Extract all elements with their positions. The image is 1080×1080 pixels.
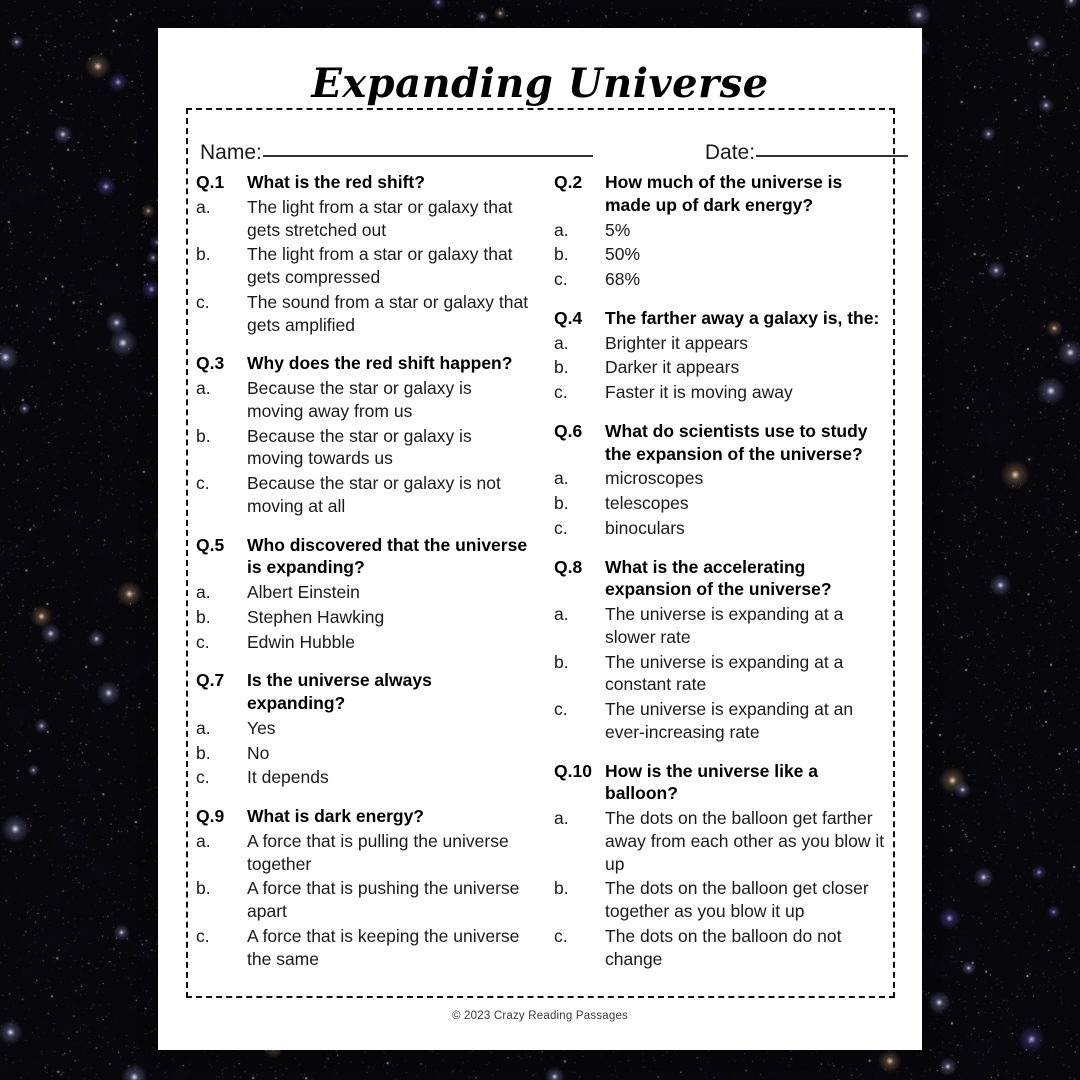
option-text: Darker it appears	[605, 357, 740, 378]
answer-option[interactable]	[554, 467, 886, 490]
option-text: Brighter it appears	[605, 332, 748, 353]
answer-option[interactable]	[196, 877, 532, 923]
question-heading	[196, 669, 532, 715]
question-heading	[196, 171, 532, 194]
answer-option[interactable]	[554, 219, 886, 242]
answer-option[interactable]	[196, 472, 532, 518]
question-number: Q.5	[196, 534, 225, 555]
option-text: telescopes	[605, 493, 689, 513]
answer-option[interactable]	[554, 807, 886, 875]
answer-option[interactable]	[196, 925, 532, 971]
question-number: Q.8	[554, 556, 583, 577]
option-text: The sound from a star or galaxy that gets amplified	[247, 291, 529, 335]
option-label: a.	[196, 582, 211, 602]
question-text: What is the accelerating expansion of the universe?	[605, 556, 832, 600]
question-text: What is dark energy?	[247, 806, 424, 826]
option-label: a.	[196, 830, 211, 851]
option-text: Yes	[247, 717, 276, 738]
question-heading	[196, 805, 532, 828]
answer-option[interactable]	[554, 925, 886, 971]
option-text: The universe is expanding at a slower rate	[605, 604, 844, 647]
option-label: b.	[554, 357, 569, 378]
option-label: c.	[554, 382, 568, 402]
question-block	[196, 669, 532, 789]
option-label: c.	[554, 925, 568, 946]
question-heading	[554, 420, 886, 466]
option-text: The dots on the balloon get farther away from each other as you blow it up	[605, 808, 885, 874]
option-label: b.	[196, 606, 211, 627]
question-number: Q.4	[554, 307, 583, 328]
option-text: No	[247, 742, 270, 763]
question-block	[196, 171, 532, 336]
question-number: Q.10	[554, 760, 592, 781]
option-text: A force that is pushing the universe apart	[247, 878, 520, 921]
option-label: b.	[554, 651, 569, 672]
question-number: Q.2	[554, 172, 583, 192]
option-text: A force that is keeping the universe the same	[247, 925, 520, 969]
answer-option[interactable]	[196, 742, 532, 765]
option-text: Because the star or galaxy is moving towards us	[247, 425, 472, 469]
option-label: b.	[554, 878, 569, 899]
option-label: a.	[554, 219, 569, 240]
question-block	[554, 171, 886, 291]
question-text: What do scientists use to study the expansion of the universe?	[605, 420, 868, 464]
question-number: Q.9	[196, 806, 225, 826]
option-text: The light from a star or galaxy that gets stretched out	[247, 196, 513, 240]
option-text: Stephen Hawking	[247, 606, 385, 627]
option-text: A force that is pulling the universe together	[247, 830, 509, 874]
option-text: Albert Einstein	[247, 582, 360, 602]
name-field[interactable]	[200, 141, 593, 165]
question-heading	[554, 760, 886, 806]
option-text: Faster it is moving away	[605, 382, 793, 402]
option-text: It depends	[247, 767, 329, 788]
answer-option[interactable]	[196, 291, 532, 337]
question-columns	[186, 171, 895, 991]
question-block	[554, 556, 886, 744]
question-text: How is the universe like a balloon?	[605, 760, 818, 804]
option-label: b.	[196, 742, 211, 763]
option-label: c.	[196, 925, 210, 946]
option-label: b.	[196, 878, 211, 899]
answer-option[interactable]	[554, 381, 886, 404]
question-block	[554, 307, 886, 404]
question-text: Who discovered that the universe is expanding?	[247, 534, 528, 578]
date-field[interactable]	[705, 141, 908, 165]
question-block	[196, 805, 532, 970]
option-label: c.	[196, 767, 210, 788]
answer-option[interactable]	[554, 603, 886, 649]
answer-option[interactable]	[554, 517, 886, 540]
date-label: Date:	[704, 141, 756, 164]
option-text: 5%	[605, 219, 631, 240]
question-number: Q.3	[196, 353, 225, 374]
page-title: Expanding Universe	[311, 60, 769, 107]
copyright-footer: © 2023 Crazy Reading Passages	[451, 1010, 628, 1022]
date-write-line[interactable]	[756, 154, 908, 157]
answer-option[interactable]	[196, 717, 532, 740]
answer-option[interactable]	[554, 268, 886, 291]
option-label: c.	[196, 291, 210, 312]
option-text: The universe is expanding at a constant rate	[605, 651, 844, 695]
question-text: How much of the universe is made up of dark energy?	[605, 172, 843, 215]
option-text: The light from a star or galaxy that gets compressed	[247, 244, 513, 287]
question-heading	[554, 556, 886, 602]
answer-option[interactable]	[196, 631, 532, 654]
question-column-left	[186, 171, 540, 991]
question-text: Is the universe always expanding?	[247, 670, 432, 713]
option-label: a.	[554, 468, 569, 489]
question-block	[554, 420, 886, 540]
answer-option[interactable]	[554, 877, 886, 923]
question-text: What is the red shift?	[247, 172, 425, 192]
question-heading	[554, 307, 886, 330]
option-label: b.	[196, 244, 211, 265]
answer-option[interactable]	[554, 492, 886, 515]
name-date-row	[186, 123, 895, 165]
option-label: a.	[554, 604, 569, 624]
option-text: 68%	[605, 269, 641, 289]
option-text: microscopes	[605, 468, 704, 489]
question-number: Q.1	[196, 172, 225, 192]
option-label: c.	[554, 699, 568, 719]
question-block	[554, 760, 886, 971]
answer-option[interactable]	[554, 356, 886, 379]
answer-option[interactable]	[196, 766, 532, 789]
option-label: a.	[554, 332, 569, 353]
option-text: The dots on the balloon do not change	[605, 925, 842, 969]
option-label: a.	[196, 196, 211, 217]
option-label: b.	[554, 244, 569, 265]
question-number: Q.6	[554, 420, 583, 441]
option-label: a.	[196, 717, 211, 738]
question-number: Q.7	[196, 670, 225, 691]
option-label: a.	[554, 808, 569, 828]
question-heading	[554, 171, 886, 217]
option-label: b.	[196, 425, 211, 446]
answer-option[interactable]	[196, 581, 532, 604]
option-label: a.	[196, 378, 211, 398]
name-write-line[interactable]	[263, 154, 593, 157]
answer-option[interactable]	[554, 332, 886, 355]
option-label: b.	[554, 493, 569, 513]
option-label: c.	[554, 269, 568, 289]
option-text: binoculars	[605, 517, 685, 538]
option-label: c.	[554, 517, 568, 538]
question-text: Why does the red shift happen?	[247, 353, 513, 374]
question-heading	[196, 534, 532, 580]
answer-option[interactable]	[554, 651, 886, 697]
question-heading	[196, 352, 532, 375]
question-block	[196, 534, 532, 654]
answer-option[interactable]	[196, 606, 532, 629]
name-label: Name:	[200, 141, 262, 164]
question-column-right	[540, 171, 894, 991]
answer-option[interactable]	[196, 830, 532, 876]
question-block	[196, 352, 532, 517]
option-text: The dots on the balloon get closer together as you blow it up	[605, 878, 869, 921]
answer-option[interactable]	[196, 425, 532, 471]
option-text: Because the star or galaxy is moving away from us	[247, 378, 472, 421]
option-label: c.	[196, 631, 210, 652]
answer-option[interactable]	[196, 377, 532, 423]
question-text: The farther away a galaxy is, the:	[605, 307, 880, 328]
option-text: The universe is expanding at an ever-increasing rate	[605, 699, 854, 742]
answer-option[interactable]	[196, 243, 532, 289]
worksheet-page	[158, 28, 922, 1050]
option-text: Edwin Hubble	[247, 631, 355, 652]
option-label: c.	[196, 473, 210, 493]
answer-option[interactable]	[196, 196, 532, 242]
option-text: Because the star or galaxy is not moving at all	[247, 473, 501, 516]
answer-option[interactable]	[554, 698, 886, 744]
option-text: 50%	[605, 244, 641, 265]
answer-option[interactable]	[554, 243, 886, 266]
